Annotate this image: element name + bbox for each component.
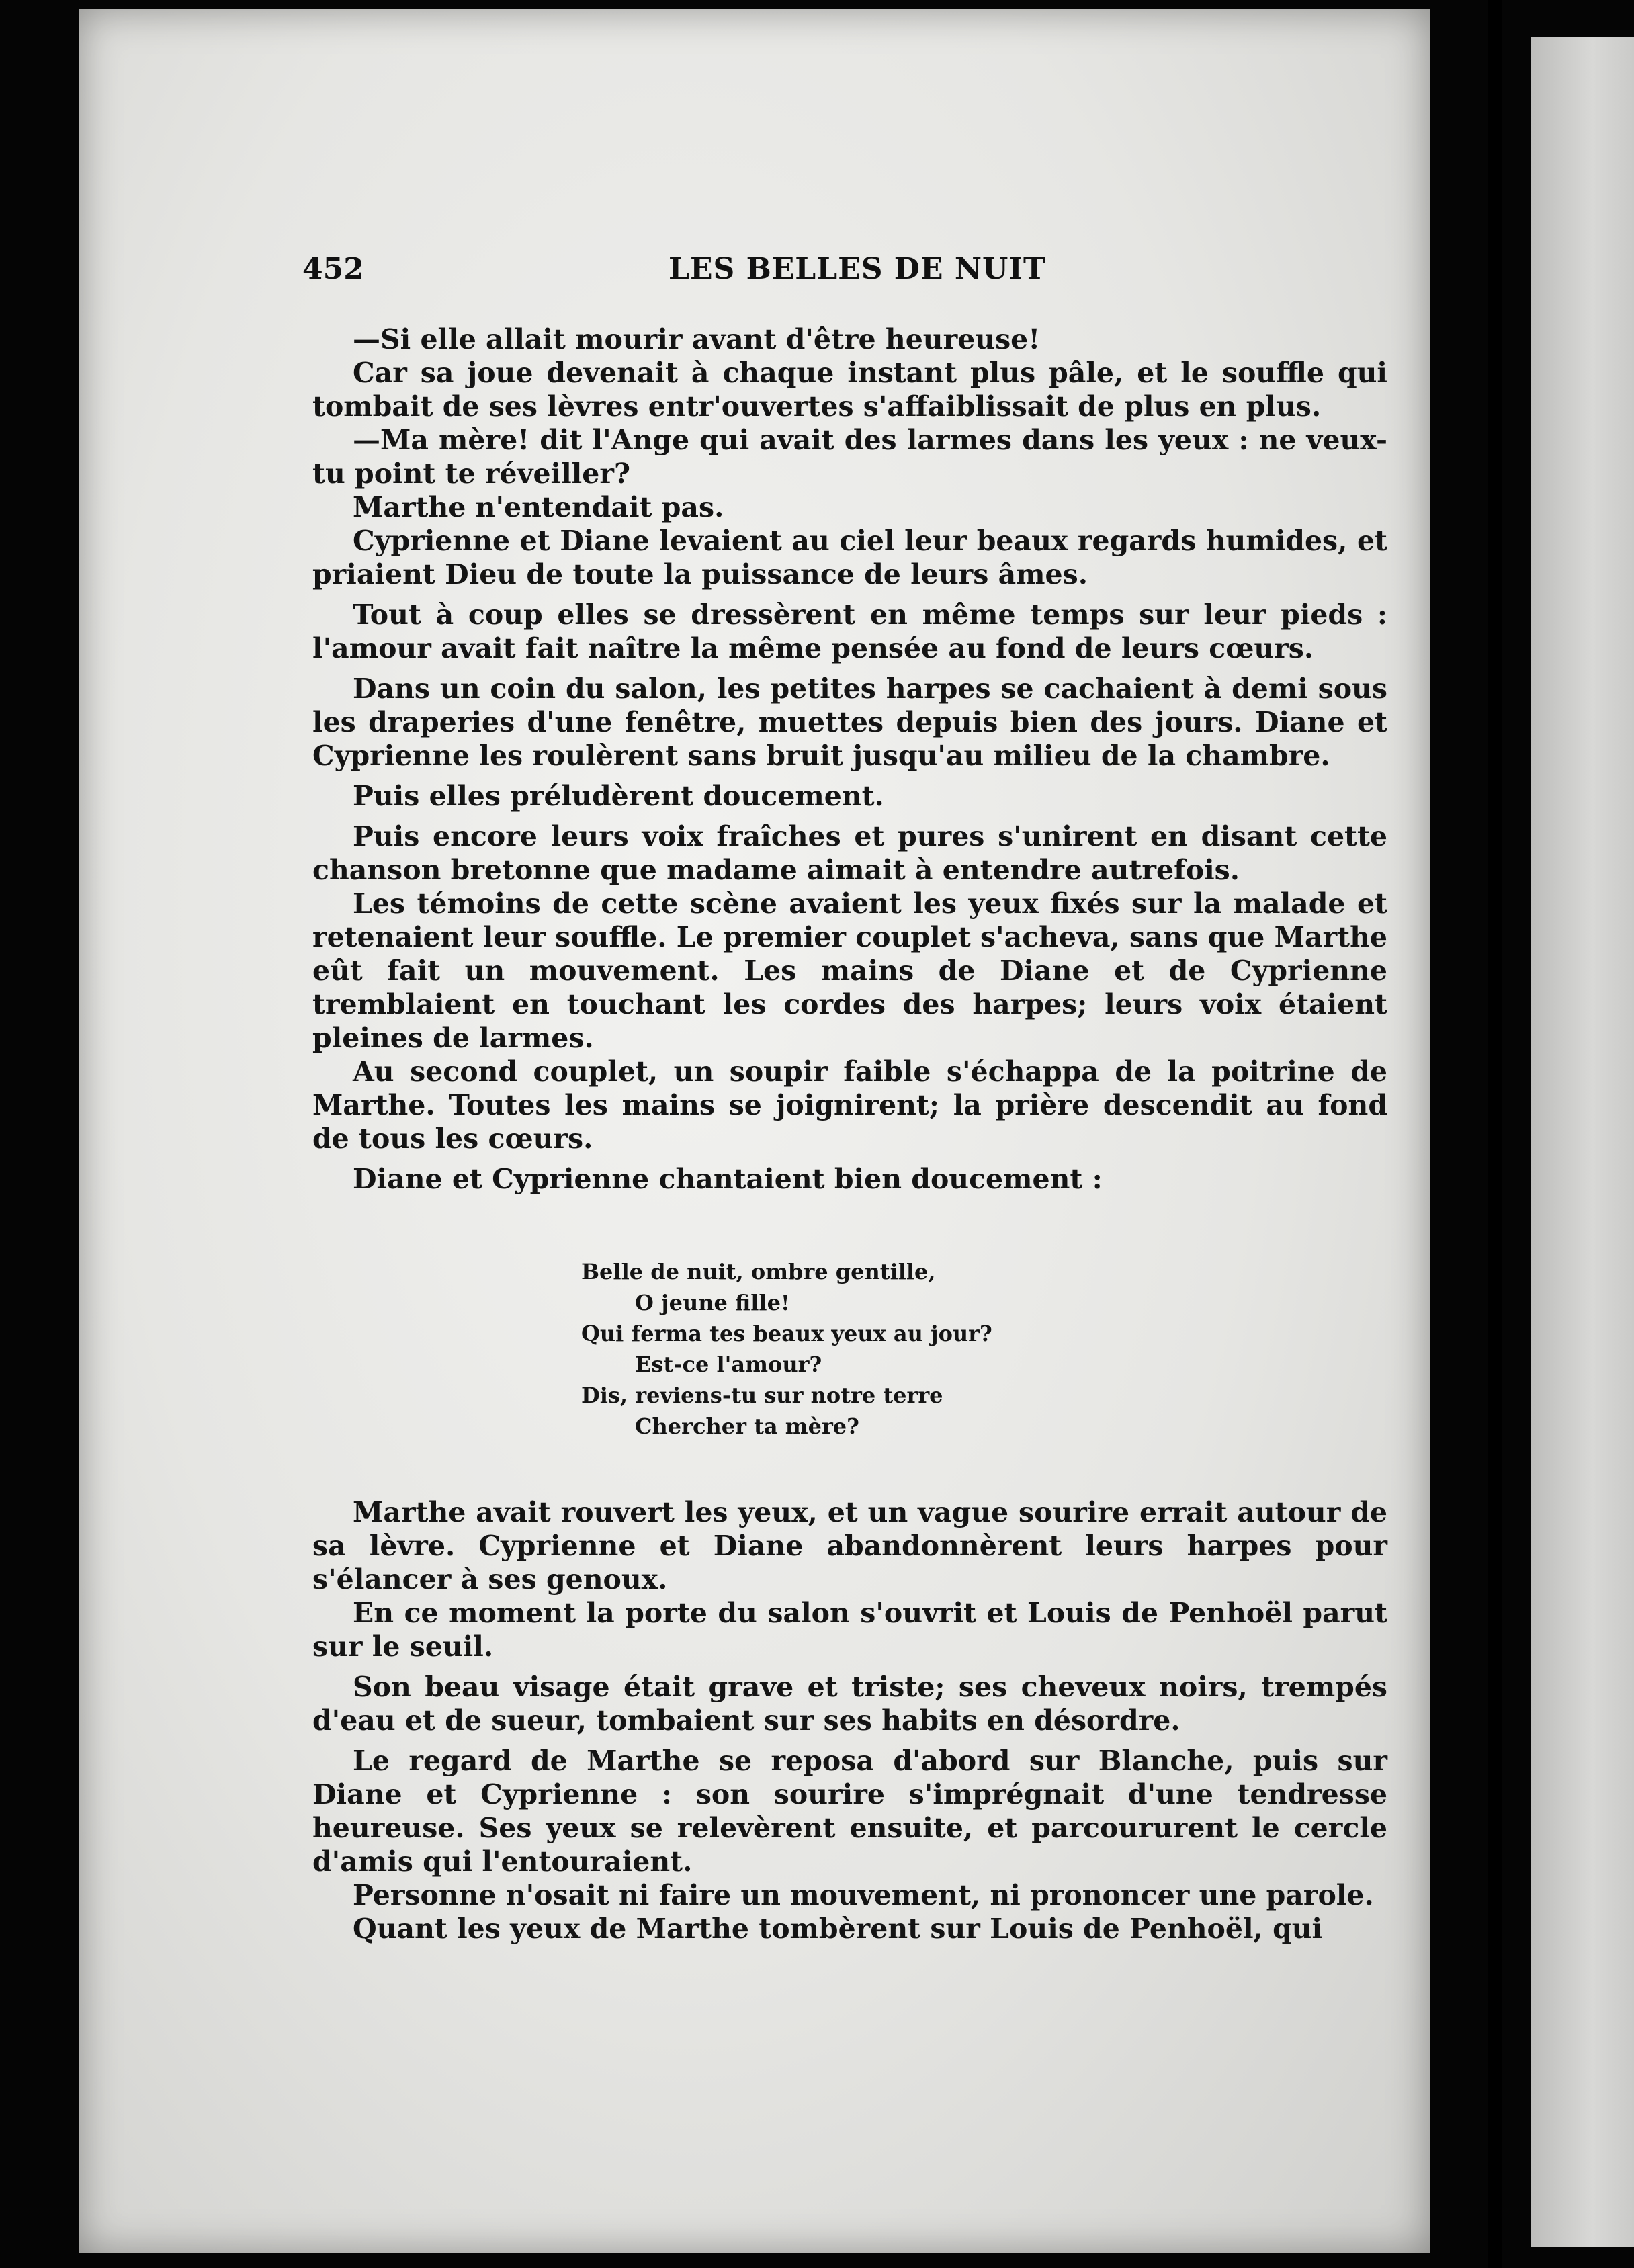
paragraph: Quant les yeux de Marthe tombèrent sur Louis de Penhoël, qui bbox=[353, 1913, 1323, 1945]
paragraph: —Si elle allait mourir avant d'être heureuse! bbox=[353, 323, 1041, 355]
page-number: 452 bbox=[302, 252, 364, 286]
binding-gutter bbox=[1488, 0, 1502, 2268]
paragraph: Puis encore leurs voix fraîches et pures s'unirent en disant cette chanson bretonne que madame aimait à entendre autrefois. bbox=[312, 820, 1387, 886]
paragraph: Marthe n'entendait pas. bbox=[353, 491, 724, 523]
paragraph: Tout à coup elles se dressèrent en même temps sur leur pieds : l'amour avait fait naître la même pensée au fond de leurs cœurs. bbox=[312, 599, 1387, 664]
paragraph: En ce moment la porte du salon s'ouvrit et Louis de Penhoël parut sur le seuil. bbox=[312, 1597, 1387, 1663]
paragraph: Personne n'osait ni faire un mouvement, ni prononcer une parole. bbox=[353, 1879, 1374, 1911]
verse-line: Chercher ta mère? bbox=[635, 1413, 859, 1439]
paragraph: Le regard de Marthe se reposa d'abord sur Blanche, puis sur Diane et Cyprienne : son sourire s'imprégnait d'une tendresse heureuse. Ses yeux se relevèrent ensuite, et parcoururent le cercle d'amis qui l'entouraient. bbox=[312, 1745, 1387, 1878]
paragraph: Son beau visage était grave et triste; ses cheveux noirs, trempés d'eau et de sueur, tombaient sur ses habits en désordre. bbox=[312, 1671, 1387, 1737]
paragraph: Les témoins de cette scène avaient les yeux fixés sur la malade et retenaient leur souffle. Le premier couplet s'acheva, sans que Marthe eût fait un mouvement. Les mains de Diane et de Cyprienne tremblaient en touchant les cordes des harpes; leurs voix étaient pleines de larmes. bbox=[312, 887, 1387, 1054]
song-verse bbox=[312, 1256, 1387, 1442]
paragraph: Au second couplet, un soupir faible s'échappa de la poitrine de Marthe. Toutes les mains se joignirent; la prière descendit au fond de tous les cœurs. bbox=[312, 1055, 1387, 1155]
paragraph: Puis elles préludèrent doucement. bbox=[353, 780, 884, 812]
paragraph: —Ma mère! dit l'Ange qui avait des larmes dans les yeux : ne veux-tu point te réveiller? bbox=[312, 424, 1387, 490]
page-header bbox=[302, 252, 1391, 299]
paragraph: Marthe avait rouvert les yeux, et un vague sourire errait autour de sa lèvre. Cyprienne et Diane abandonnèrent leurs harpes pour s'élancer à ses genoux. bbox=[312, 1496, 1387, 1596]
verse-line: O jeune fille! bbox=[635, 1290, 790, 1315]
paragraph: Diane et Cyprienne chantaient bien doucement : bbox=[353, 1163, 1103, 1195]
verse-line: Belle de nuit, ombre gentille, bbox=[581, 1259, 936, 1284]
body-text bbox=[312, 322, 1387, 1946]
paragraph: Cyprienne et Diane levaient au ciel leur beaux regards humides, et priaient Dieu de toute la puissance de leurs âmes. bbox=[312, 525, 1387, 591]
verse-line: Dis, reviens-tu sur notre terre bbox=[581, 1383, 943, 1408]
verse-line: Est-ce l'amour? bbox=[635, 1352, 822, 1377]
paragraph: Dans un coin du salon, les petites harpes se cachaient à demi sous les draperies d'une fenêtre, muettes depuis bien des jours. Diane et Cyprienne les roulèrent sans bruit jusqu'au milieu de la chambre. bbox=[312, 672, 1387, 772]
facing-page-edge bbox=[1531, 37, 1634, 2247]
running-title: LES BELLES DE NUIT bbox=[669, 252, 1046, 286]
paragraph: Car sa joue devenait à chaque instant plus pâle, et le souffle qui tombait de ses lèvres entr'ouvertes s'affaiblissait de plus en plus. bbox=[312, 357, 1387, 423]
verse-line: Qui ferma tes beaux yeux au jour? bbox=[581, 1321, 992, 1346]
